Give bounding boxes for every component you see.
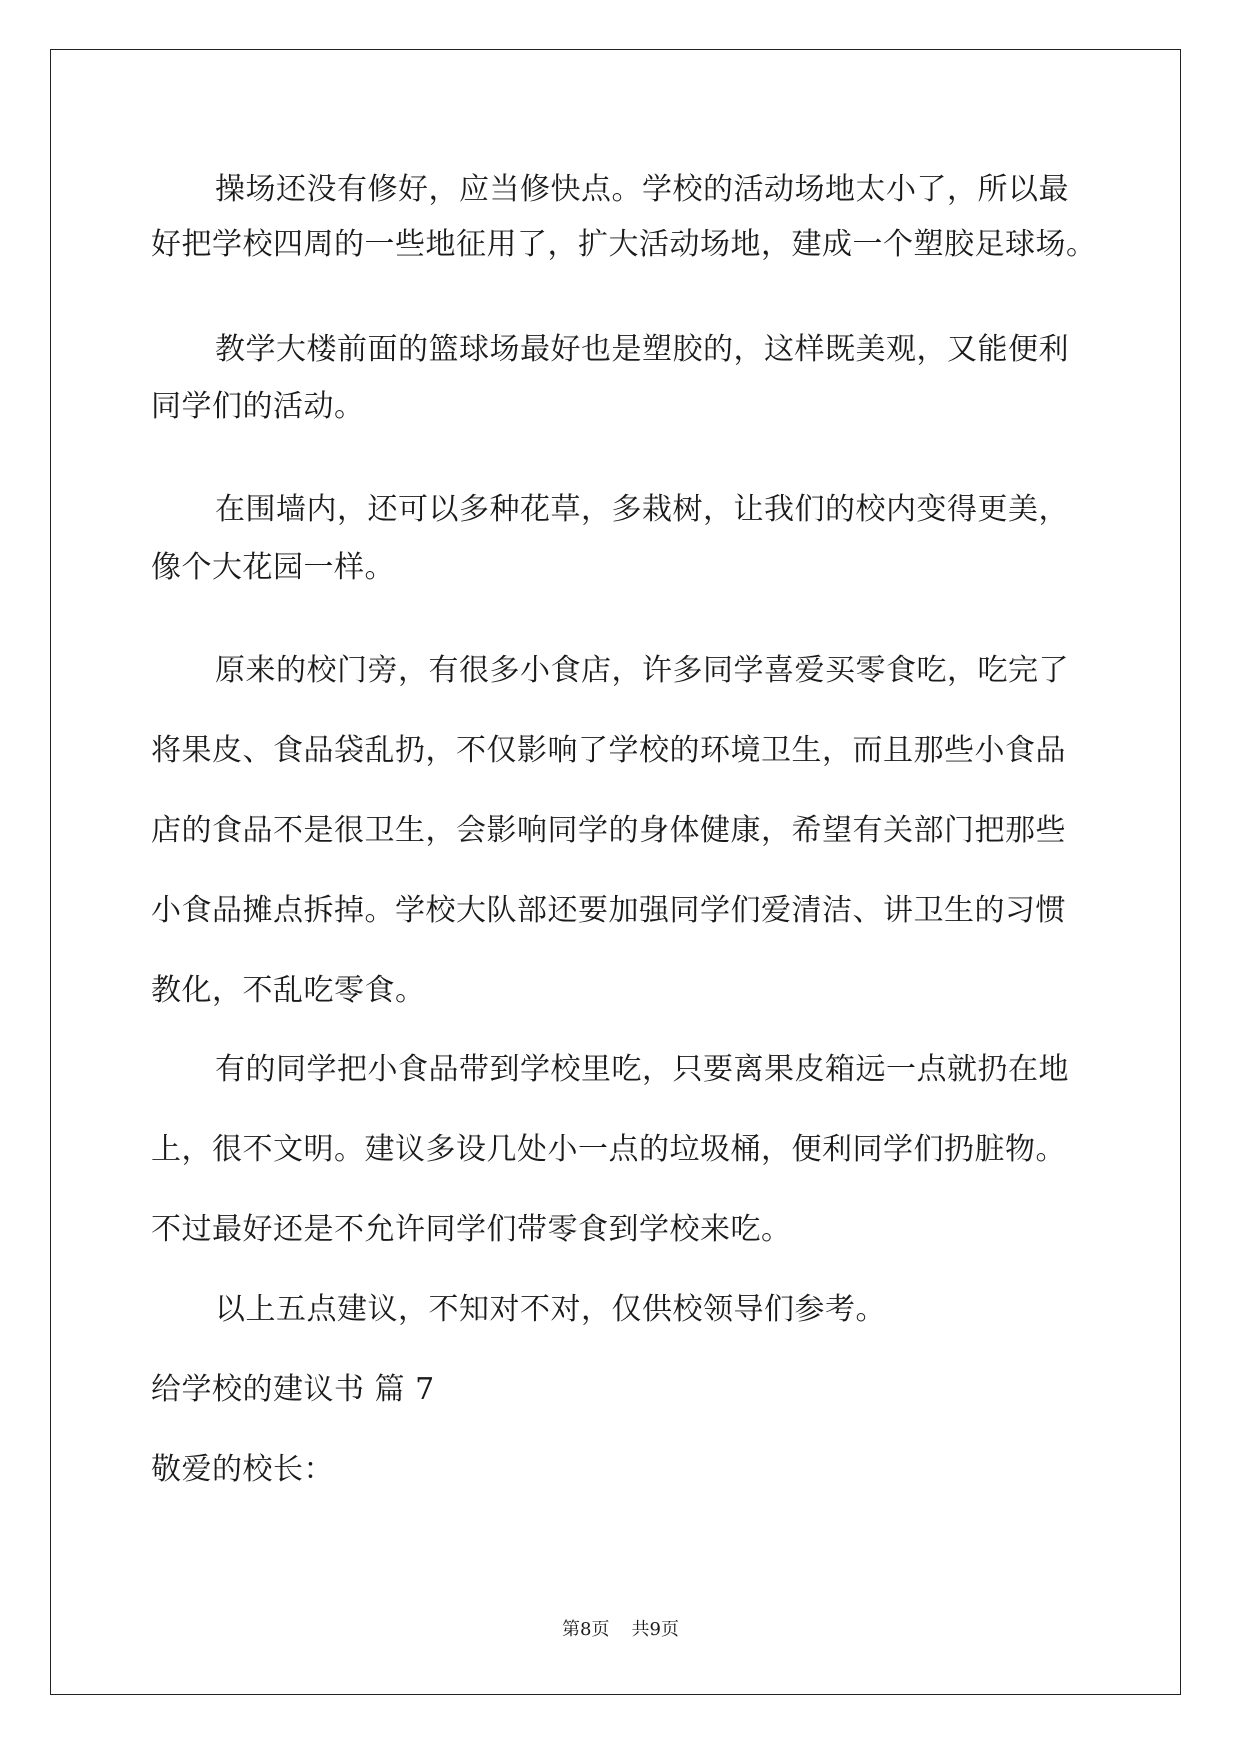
paragraph-4-line-2: 将果皮、食品袋乱扔，不仅影响了学校的环境卫生，而且那些小食品 <box>151 733 1066 768</box>
paragraph-4-line-1: 原来的校门旁，有很多小食店，许多同学喜爱买零食吃，吃完了 <box>215 653 1069 688</box>
paragraph-2-line-1: 教学大楼前面的篮球场最好也是塑胶的，这样既美观，又能便利 <box>215 332 1069 367</box>
paragraph-4-line-5: 教化，不乱吃零食。 <box>151 973 426 1008</box>
paragraph-6-line-1: 以上五点建议，不知对不对，仅供校领导们参考。 <box>215 1292 886 1327</box>
paragraph-5-line-2: 上，很不文明。建议多设几处小一点的垃圾桶，便利同学们扔脏物。 <box>151 1132 1066 1167</box>
paragraph-2-line-2: 同学们的活动。 <box>151 389 365 424</box>
paragraph-5-line-1: 有的同学把小食品带到学校里吃，只要离果皮箱远一点就扔在地 <box>215 1052 1069 1087</box>
page-number-total: 共9页 <box>631 1619 679 1640</box>
section-heading: 给学校的建议书 篇 7 <box>151 1372 435 1407</box>
paragraph-1-line-2: 好把学校四周的一些地征用了，扩大活动场地，建成一个塑胶足球场。 <box>151 227 1097 262</box>
page-footer <box>0 1618 1241 1642</box>
salutation: 敬爱的校长： <box>151 1452 334 1487</box>
paragraph-5-line-3: 不过最好还是不允许同学们带零食到学校来吃。 <box>151 1212 792 1247</box>
paragraph-4-line-4: 小食品摊点拆掉。学校大队部还要加强同学们爱清洁、讲卫生的习惯 <box>151 893 1066 928</box>
paragraph-4-line-3: 店的食品不是很卫生，会影响同学的身体健康，希望有关部门把那些 <box>151 813 1066 848</box>
paragraph-1-line-1: 操场还没有修好，应当修快点。学校的活动场地太小了，所以最 <box>215 172 1069 207</box>
page-border <box>50 49 1181 1695</box>
page-number-current: 第8页 <box>562 1619 610 1640</box>
paragraph-3-line-1: 在围墙内，还可以多种花草，多栽树，让我们的校内变得更美， <box>215 492 1069 527</box>
paragraph-3-line-2: 像个大花园一样。 <box>151 550 395 585</box>
